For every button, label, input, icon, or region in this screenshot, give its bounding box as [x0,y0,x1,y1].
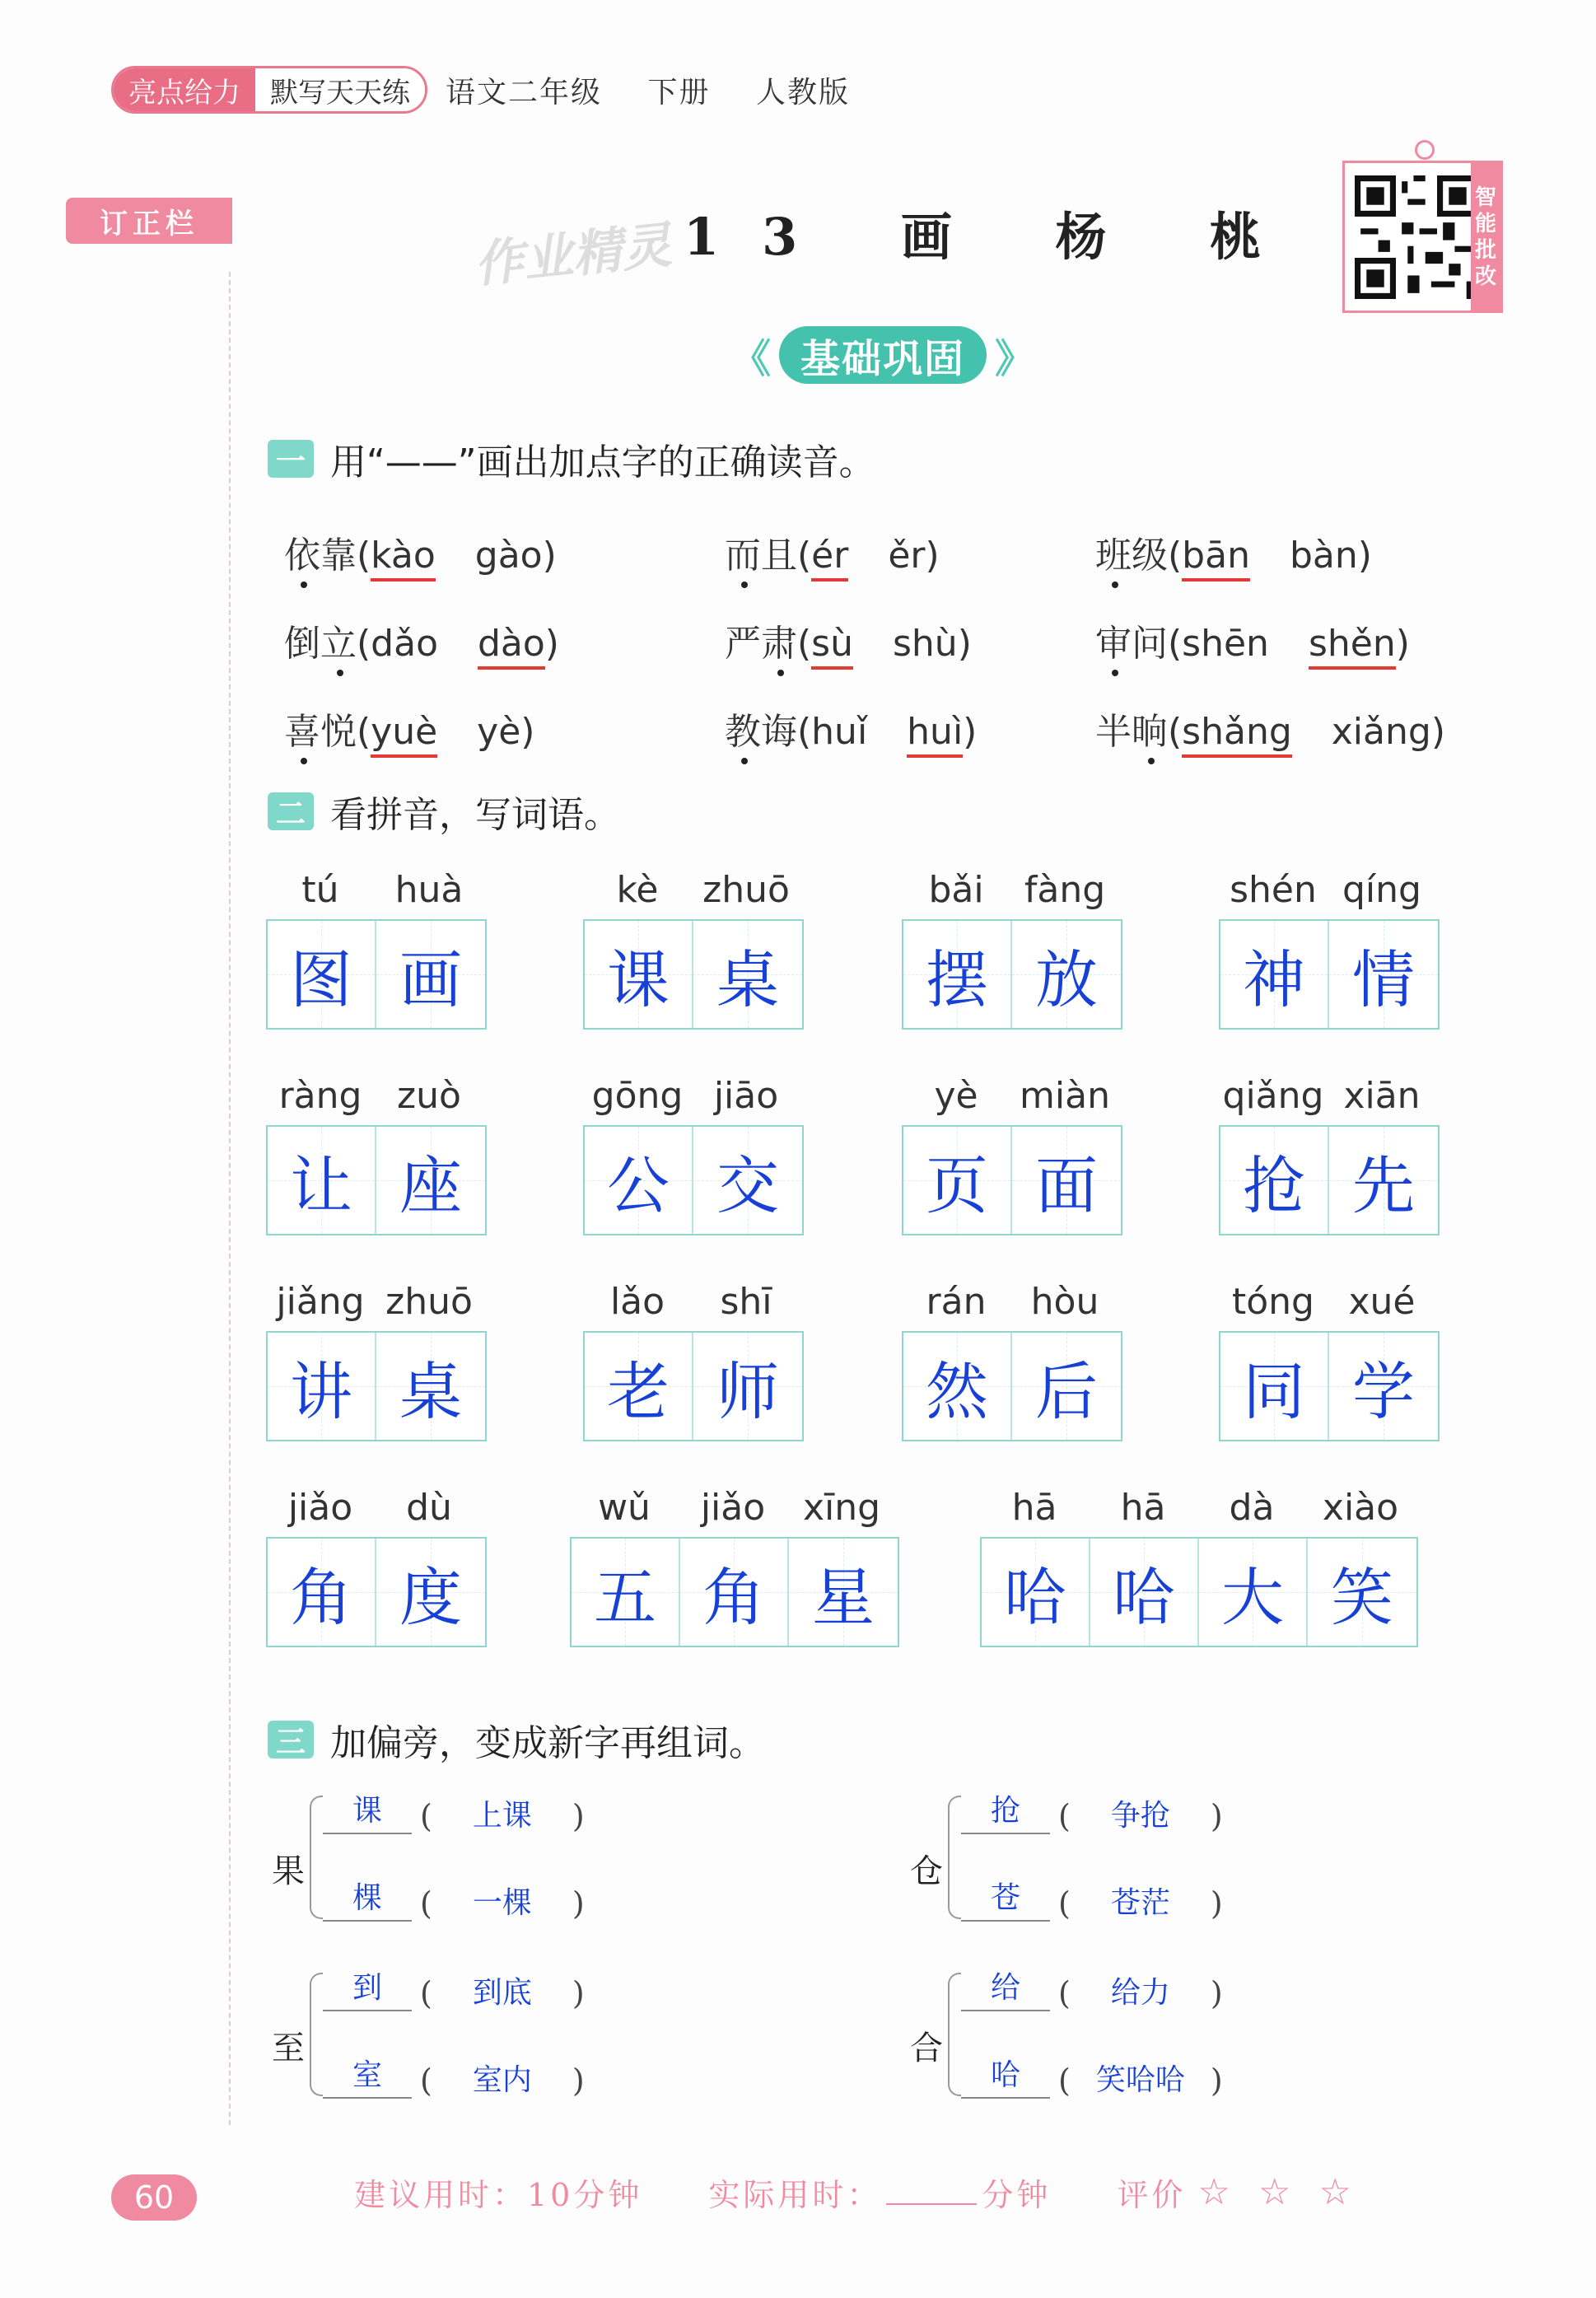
brand-logo [111,66,427,114]
emphasis-dot-icon [337,670,343,676]
pinyin-word-box [583,1277,804,1441]
written-character: 座 [399,1148,462,1222]
pinyin-word-box [570,1483,899,1647]
question-number: 三 [268,1721,314,1759]
writing-grid [902,1125,1122,1235]
target-word: 喜悦 [284,711,357,753]
pinyin-syllable: xīng [802,1487,881,1529]
writing-cell[interactable] [903,1333,1012,1440]
written-character: 讲 [290,1354,352,1428]
writing-cell[interactable] [268,921,376,1028]
pinyin-option-a[interactable]: yuè [371,711,437,758]
answer-row [323,2052,593,2099]
written-character: 老 [607,1354,670,1428]
pinyin-syllable: zuò [397,1075,461,1117]
pinyin-line [1219,865,1440,911]
written-character: 放 [1035,942,1098,1016]
open-paren: ( [420,1885,432,1922]
base-character: 仓 [910,1852,943,1890]
writing-grid [266,1125,487,1235]
question-number: 一 [268,440,314,478]
emphasis-dot-icon [741,758,748,764]
actual-time-label: 实际用时： [708,2177,882,2213]
writing-grid [1219,1125,1440,1235]
pinyin-line [266,865,487,911]
word-field[interactable]: 给力 [1110,1976,1170,2010]
word-field[interactable]: 室内 [472,2063,532,2097]
writing-grid [583,1125,804,1235]
pinyin-line [570,1483,899,1529]
base-character: 合 [910,2029,943,2067]
answer-row [323,1964,593,2011]
pinyin-syllable: miàn [1020,1075,1110,1117]
base-character: 果 [272,1852,305,1890]
pinyin-option-b[interactable]: yè [477,711,521,753]
new-character-field[interactable]: 棵 [323,1875,412,1922]
pinyin-syllable: rán [926,1281,987,1323]
pinyin-option-b[interactable]: dào [478,623,545,670]
target-word: 审问 [1095,623,1168,665]
question-1-header [268,432,875,485]
written-character: 公 [607,1148,670,1222]
pinyin-syllable: hā [1011,1487,1057,1529]
written-character: 然 [926,1354,988,1428]
written-character: 交 [716,1148,779,1222]
writing-grid [266,1331,487,1441]
pinyin-line [980,1483,1418,1529]
pinyin-option-b[interactable]: gào [474,535,543,577]
written-character: 页 [926,1148,988,1222]
pinyin-choice-item: 严肃 (sù shù) [725,614,972,670]
writing-grid [266,919,487,1030]
volume: 下册 [647,75,711,110]
word-field[interactable]: 笑哈哈 [1095,2063,1185,2097]
written-character: 神 [1243,942,1305,1016]
pinyin-word-box [266,865,487,1030]
star-icon[interactable]: ☆ [1318,2171,1355,2213]
writing-cell[interactable] [789,1539,898,1646]
question-prompt: 加偏旁，变成新字再组词。 [330,1722,765,1764]
open-paren: ( [420,2062,432,2099]
pinyin-syllable: bǎi [928,869,984,911]
pinyin-word-box [902,865,1122,1030]
written-character: 哈 [1004,1560,1066,1634]
writing-cell[interactable] [376,921,485,1028]
open-paren: ( [1058,1975,1071,2011]
writing-cell[interactable] [903,921,1012,1028]
pinyin-syllable: hòu [1030,1281,1099,1323]
pinyin-choice-item: 教诲 (huǐ huì) [725,702,977,758]
written-character: 哈 [1113,1560,1175,1634]
new-character-field[interactable]: 到 [323,1964,412,2011]
pinyin-word-box [583,865,804,1030]
pinyin-line [583,1277,804,1323]
pinyin-line [1219,1071,1440,1117]
brace-icon [948,1973,961,2096]
question-prompt: 用“——”画出加点字的正确读音。 [330,441,875,483]
pinyin-option-a[interactable]: bān [1182,535,1250,582]
close-paren: ) [572,1975,585,2011]
pinyin-option-b[interactable]: xiǎng [1331,711,1431,753]
writing-cell[interactable] [1329,921,1438,1028]
base-character: 至 [272,2029,305,2067]
pinyin-choice-item: 审问 (shēn shěn) [1095,614,1410,670]
writing-cell[interactable] [1090,1539,1199,1646]
writing-cell[interactable] [903,1127,1012,1234]
close-paren: ) [1210,2062,1223,2099]
pinyin-syllable: dù [406,1487,452,1529]
page-number: 60 [111,2174,197,2221]
written-character: 大 [1221,1560,1284,1634]
page-header [111,66,884,114]
new-character-field[interactable]: 苍 [961,1875,1050,1922]
written-character: 五 [594,1560,656,1634]
pinyin-line [583,1071,804,1117]
pinyin-choice-item: 半晌 (shǎng xiǎng) [1095,702,1445,758]
pinyin-syllable: zhuō [385,1281,473,1323]
brand-series: 亮点给力 [114,68,255,111]
pinyin-option-a[interactable]: kào [371,535,436,582]
open-paren: ( [1058,1885,1071,1922]
edition: 人教版 [755,75,850,110]
emphasis-dot-icon [1112,582,1118,588]
emphasis-dot-icon [741,582,748,588]
writing-cell[interactable] [376,1539,485,1646]
word-field[interactable]: 苍茫 [1110,1886,1170,1920]
answer-row [323,1875,593,1922]
written-character: 图 [290,942,352,1016]
correction-tag: 订正栏 [66,198,232,244]
suggested-time: 建议用时：10分钟 [354,2177,643,2213]
pinyin-line [1219,1277,1440,1323]
writing-cell[interactable] [1329,1127,1438,1234]
pinyin-choice-item: 而且 (ér ěr) [725,525,940,582]
new-character-field[interactable]: 课 [323,1787,412,1834]
smart-grading-label: 智 能 批 改 [1471,163,1500,311]
close-paren: ) [1210,1885,1223,1922]
word-field[interactable]: 上课 [472,1799,532,1833]
pinyin-syllable: xiān [1343,1075,1421,1117]
writing-grid [902,919,1122,1030]
star-icon[interactable]: ☆ [1258,2171,1295,2213]
new-character-field[interactable]: 哈 [961,2052,1050,2099]
pinyin-option-a[interactable]: shēn [1182,623,1269,665]
writing-cell[interactable] [982,1539,1090,1646]
pinyin-word-box [266,1277,487,1441]
close-paren: ) [572,1798,585,1834]
writing-cell[interactable] [1329,1333,1438,1440]
new-character-field[interactable]: 抢 [961,1787,1050,1834]
pinyin-word-box [266,1483,487,1647]
writing-cell[interactable] [693,921,802,1028]
written-character: 摆 [926,942,988,1016]
target-word: 而且 [725,535,797,577]
writing-cell[interactable] [1220,1127,1329,1234]
answer-row [961,1787,1231,1834]
writing-grid [266,1537,487,1647]
pinyin-syllable: gōng [591,1075,684,1117]
qr-code-icon[interactable] [1355,175,1478,299]
written-character: 同 [1243,1354,1305,1428]
target-word: 依靠 [284,535,357,577]
answer-row [961,1875,1231,1922]
pinyin-line [266,1071,487,1117]
actual-time-field[interactable] [886,2180,977,2205]
pinyin-syllable: jiǎo [700,1487,766,1529]
answer-row [323,1787,593,1834]
writing-cell[interactable] [585,1127,693,1234]
pinyin-line [266,1483,487,1529]
answer-row [961,1964,1231,2011]
close-paren: ) [1210,1798,1223,1834]
pinyin-option-b[interactable]: shěn [1309,623,1396,670]
pinyin-syllable: fàng [1024,869,1106,911]
emphasis-dot-icon [1112,670,1118,676]
pinyin-choice-item: 喜悦 (yuè yè) [284,702,534,758]
left-chevrons-icon: 《 [731,335,772,382]
target-word: 严肃 [725,623,797,665]
minutes-unit: 分钟 [982,2177,1052,2213]
writing-cell[interactable] [268,1333,376,1440]
rating-stars[interactable] [1186,2171,1355,2213]
close-paren: ) [572,2062,585,2099]
brand-title: 默写天天练 [255,68,425,111]
pinyin-syllable: tú [301,869,339,911]
pinyin-option-a[interactable]: huǐ [811,711,868,753]
pinyin-syllable: huà [394,869,464,911]
pinyin-word-box [583,1071,804,1235]
pinyin-word-box [266,1071,487,1235]
pinyin-word-box [902,1277,1122,1441]
writing-cell[interactable] [376,1333,485,1440]
target-word: 半晌 [1095,711,1168,753]
writing-cell[interactable] [680,1539,789,1646]
writing-grid [902,1331,1122,1441]
target-word: 倒立 [284,623,357,665]
pinyin-option-b[interactable]: huì [907,711,963,758]
writing-grid [583,1331,804,1441]
writing-cell[interactable] [268,1127,376,1234]
written-character: 面 [1035,1148,1098,1222]
question-prompt: 看拼音，写词语。 [330,794,620,836]
open-paren: ( [1058,1798,1071,1834]
written-character: 情 [1352,942,1415,1016]
pinyin-syllable: ràng [278,1075,362,1117]
pinyin-choice-item: 班级 (bān bàn) [1095,525,1372,582]
writing-cell[interactable] [268,1539,376,1646]
written-character: 学 [1352,1354,1415,1428]
pinyin-syllable: tóng [1232,1281,1314,1323]
pinyin-syllable: qiǎng [1222,1075,1324,1117]
written-character: 让 [290,1148,352,1222]
emphasis-dot-icon [777,670,784,676]
book-info [446,69,884,111]
answer-row [961,2052,1231,2099]
word-field[interactable]: 争抢 [1110,1799,1170,1833]
pinyin-option-b[interactable]: bàn [1289,535,1358,577]
watermark: 作业精灵 [471,216,674,295]
pinyin-choice-item: 依靠 (kào gào) [284,525,557,582]
written-character: 角 [702,1560,765,1634]
pinyin-line [583,865,804,911]
pinyin-syllable: xué [1348,1281,1416,1323]
pinyin-word-box [902,1071,1122,1235]
writing-cell[interactable] [1012,1127,1121,1234]
writing-grid [1219,1331,1440,1441]
target-word: 教诲 [725,711,797,753]
written-character: 笑 [1331,1560,1393,1634]
writing-cell[interactable] [376,1127,485,1234]
written-character: 后 [1035,1354,1098,1428]
writing-grid [570,1537,899,1647]
pinyin-line [902,1071,1122,1117]
pinyin-option-b[interactable]: shù [892,623,958,665]
writing-grid [583,919,804,1030]
time-footer [354,2170,1355,2215]
pinyin-word-box [980,1483,1418,1647]
emphasis-dot-icon [301,758,307,764]
pinyin-line [902,865,1122,911]
pinyin-syllable: jiǎng [276,1281,365,1323]
pinyin-option-a[interactable]: sù [811,623,853,670]
section-title: 基础巩固 [779,326,987,384]
question-2-header [268,785,620,838]
new-character-field[interactable]: 给 [961,1964,1050,2011]
pinyin-syllable: kè [616,869,659,911]
open-paren: ( [420,1798,432,1834]
brace-icon [310,1973,323,2096]
pinyin-syllable: jiǎo [287,1487,353,1529]
written-character: 抢 [1243,1148,1305,1222]
open-paren: ( [1058,2062,1071,2099]
brace-icon [948,1796,961,1919]
close-paren: ) [572,1885,585,1922]
writing-cell[interactable] [693,1333,802,1440]
right-chevrons-icon: 》 [995,335,1035,382]
pinyin-syllable: yè [934,1075,978,1117]
question-number: 二 [268,792,314,830]
pinyin-syllable: zhuō [702,869,790,911]
pinyin-line [266,1277,487,1323]
pinyin-choice-item: 倒立 (dǎo dào) [284,614,559,670]
open-paren: ( [420,1975,432,2011]
rating-label: 评价 [1117,2177,1187,2213]
writing-grid [980,1537,1418,1647]
word-field[interactable]: 一棵 [472,1886,532,1920]
writing-cell[interactable] [1012,1333,1121,1440]
pinyin-word-box [1219,865,1440,1030]
word-field[interactable]: 到底 [472,1976,532,2010]
section-banner [731,323,1034,387]
qr-code-panel[interactable] [1342,161,1503,313]
pinyin-syllable: shén [1230,869,1317,911]
pinyin-word-box [1219,1277,1440,1441]
question-3-header [268,1713,765,1766]
writing-cell[interactable] [585,1333,693,1440]
pinyin-syllable: dà [1229,1487,1275,1529]
new-character-field[interactable]: 室 [323,2052,412,2099]
qr-hanger-icon [1415,140,1435,160]
pinyin-option-a[interactable]: ér [811,535,848,582]
written-character: 星 [812,1560,875,1634]
star-icon[interactable]: ☆ [1197,2171,1234,2213]
written-character: 度 [399,1560,462,1634]
emphasis-dot-icon [1148,758,1155,764]
writing-cell[interactable] [585,921,693,1028]
pinyin-syllable: qíng [1342,869,1421,911]
written-character: 桌 [716,942,779,1016]
pinyin-syllable: wǔ [598,1487,651,1529]
pinyin-syllable: shī [720,1281,772,1323]
target-word: 班级 [1095,535,1168,577]
written-character: 画 [399,942,462,1016]
writing-cell[interactable] [1220,921,1329,1028]
brace-icon [310,1796,323,1919]
writing-cell[interactable] [572,1539,680,1646]
writing-cell[interactable] [1199,1539,1308,1646]
subject-grade: 语文二年级 [446,75,603,110]
lesson-title: 13 画 杨 桃 [684,207,1304,267]
margin-divider [229,272,231,2125]
written-character: 师 [716,1354,779,1428]
emphasis-dot-icon [301,582,307,588]
written-character: 先 [1352,1148,1415,1222]
pinyin-option-a[interactable]: shǎng [1182,711,1292,758]
pinyin-word-box [1219,1071,1440,1235]
writing-cell[interactable] [693,1127,802,1234]
writing-cell[interactable] [1308,1539,1416,1646]
pinyin-option-a[interactable]: dǎo [371,623,438,665]
close-paren: ) [1210,1975,1223,2011]
writing-cell[interactable] [1012,921,1121,1028]
writing-grid [1219,919,1440,1030]
pinyin-syllable: lǎo [609,1281,665,1323]
written-character: 角 [290,1560,352,1634]
writing-cell[interactable] [1220,1333,1329,1440]
pinyin-option-b[interactable]: ěr [888,535,926,577]
written-character: 桌 [399,1354,462,1428]
written-character: 课 [607,942,670,1016]
pinyin-line [902,1277,1122,1323]
pinyin-syllable: hā [1120,1487,1166,1529]
pinyin-syllable: jiāo [713,1075,779,1117]
pinyin-syllable: xiào [1322,1487,1399,1529]
